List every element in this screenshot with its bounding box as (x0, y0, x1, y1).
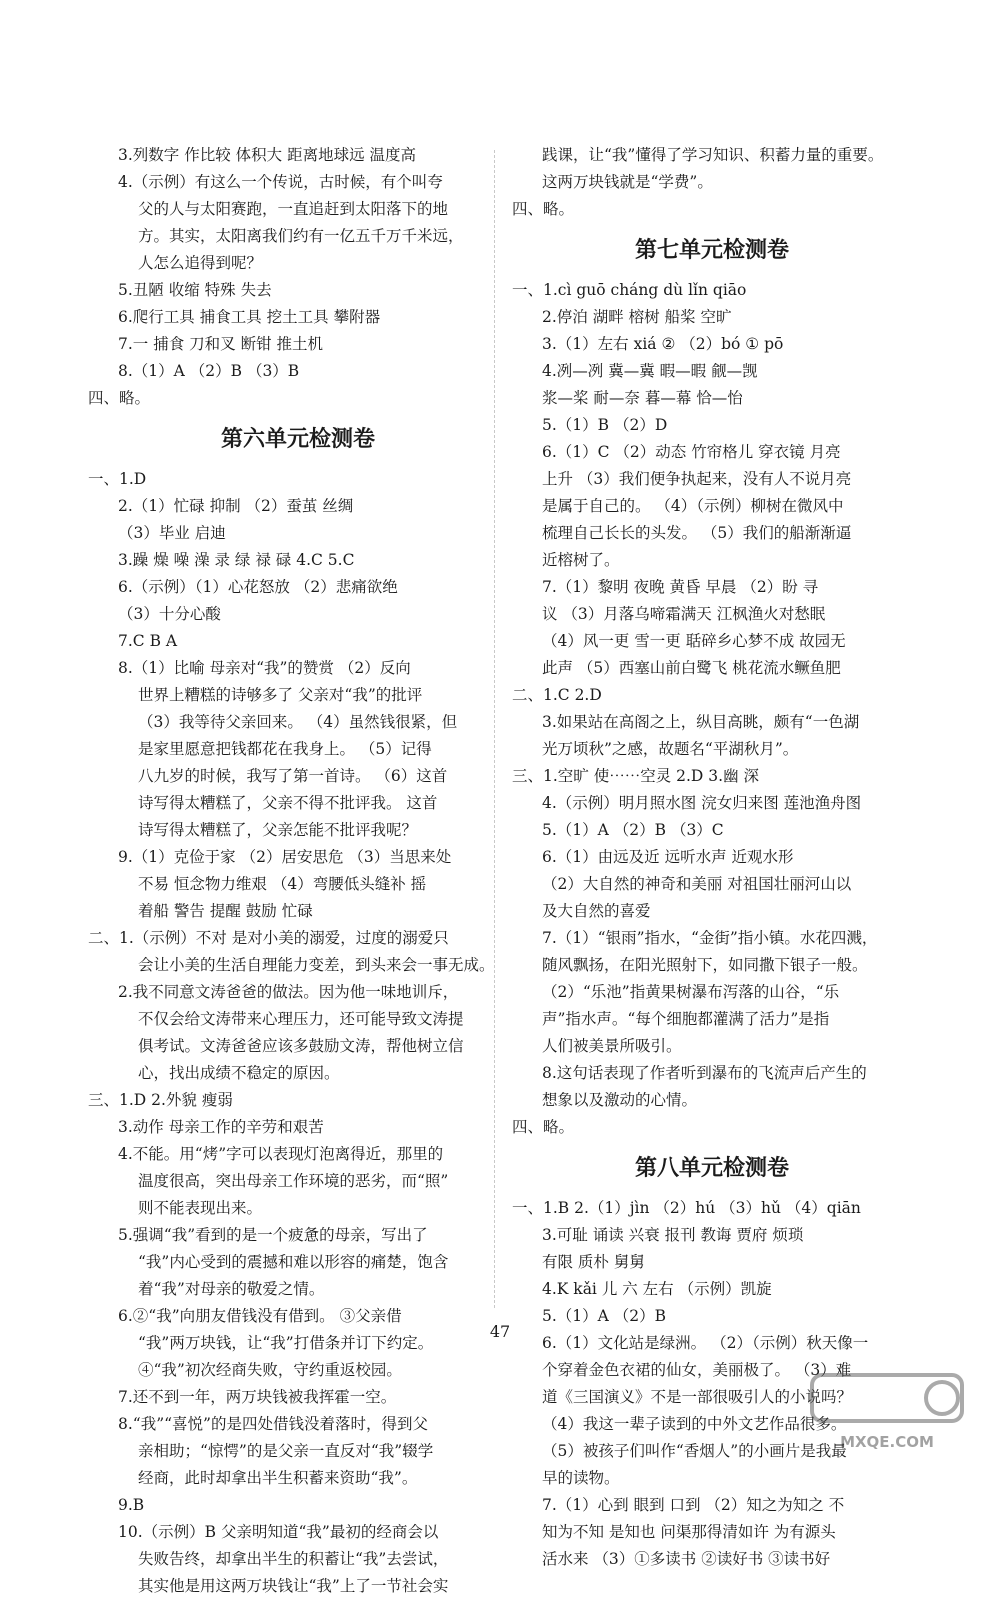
answer-line: 8.“我”“喜悦”的是四处借钱没着落时，得到父 (118, 1415, 428, 1433)
answer-line: 5.丑陋 收缩 特殊 失去 (118, 281, 272, 299)
right-answers-unit6-end (512, 142, 912, 223)
answer-line: （3）我等待父亲回来。 （4）虽然钱很紧，但 (138, 713, 458, 731)
answer-line: 父的人与太阳赛跑，一直追赶到太阳落下的地 (138, 200, 449, 218)
answer-line: 着“我”对母亲的敬爱之情。 (138, 1280, 325, 1298)
answer-line: （4）我这一辈子读到的中外文艺作品很多。 (542, 1415, 847, 1433)
answer-line: 一、1.B 2.（1）jìn （2）hú （3）hǔ （4）qiān (512, 1199, 861, 1217)
answer-line: 随风飘扬，在阳光照射下，如同撒下银子一般。 (542, 956, 868, 974)
answer-line: 8.（1）比喻 母亲对“我”的赞赏 （2）反向 (118, 659, 411, 677)
answer-line: 5.（1）B （2）D (542, 416, 668, 434)
answer-line: 浆—桨 耐—奈 暮—幕 恰—怡 (542, 389, 743, 407)
answer-line: 及大自然的喜爱 (542, 902, 651, 920)
answer-line: 活水来 （3）①多读书 ②读好书 ③读书好 (542, 1550, 831, 1568)
section-title-unit7: 第七单元检测卷 (634, 238, 789, 263)
answer-line: 5.强调“我”看到的是一个疲惫的母亲，写出了 (118, 1226, 428, 1244)
answer-line: （5）被孩子们叫作“香烟人”的小画片是我最 (542, 1442, 847, 1460)
answer-line: 个穿着金色衣裙的仙女，美丽极了。 （3）难 (542, 1361, 852, 1379)
watermark-logo (792, 1367, 982, 1457)
answer-line: 四、略。 (512, 1118, 575, 1136)
answer-line: 上升 （3）我们便争执起来，没有人不说月亮 (542, 470, 852, 488)
answer-line: 3.（1）左右 xiá ② （2）bó ① pō (542, 335, 784, 353)
answer-line: 9.（1）克俭于家 （2）居安思危 （3）当思来处 (118, 848, 452, 866)
answer-line: 7.C B A (118, 632, 178, 650)
answer-line: 俱考试。文涛爸爸应该多鼓励文涛，帮他树立信 (138, 1037, 464, 1055)
answer-line: 道《三国演义》不是一部很吸引人的小说吗？ (542, 1388, 853, 1406)
answer-line: 世界上糟糕的诗够多了 父亲对“我”的批评 (138, 686, 423, 704)
answer-line: 3.躁 燥 噪 澡 录 绿 禄 碌 4.C 5.C (118, 551, 355, 569)
answer-line: 8.这句话表现了作者听到瀑布的飞流声后产生的 (542, 1064, 867, 1082)
answer-line: 7.一 捕食 刀和叉 断钳 推土机 (118, 335, 323, 353)
answer-line: 诗写得太糟糕了，父亲不得不批评我。 这首 (138, 794, 438, 812)
answer-line: “我”内心受到的震撼和难以形容的痛楚，饱含 (138, 1253, 449, 1271)
page-number: 47 (489, 1322, 511, 1341)
answer-line: 7.还不到一年，两万块钱被我挥霍一空。 (118, 1388, 397, 1406)
answer-line: 4.不能。用“烤”字可以表现灯泡离得近，那里的 (118, 1145, 444, 1163)
answer-line: 6.②“我”向朋友借钱没有借到。 ③父亲借 (118, 1307, 402, 1325)
answer-line: 7.（1）心到 眼到 口到 （2）知之为知之 不 (542, 1496, 845, 1514)
section-title-unit6: 第六单元检测卷 (220, 427, 375, 452)
answer-line: 光万顷秋”之感，故题名“平湖秋月”。 (542, 740, 799, 758)
answer-line: 3.动作 母亲工作的辛劳和艰苦 (118, 1118, 324, 1136)
watermark-text: MXQE.COM (840, 1433, 934, 1451)
answer-line: 二、1.C 2.D (512, 686, 602, 704)
answer-line: 践课，让“我”懂得了学习知识、积蓄力量的重要。 (542, 146, 884, 164)
answer-line: 2.停泊 湖畔 榕树 船桨 空旷 (542, 308, 732, 326)
answer-line: 亲相助；“惊愕”的是父亲一直反对“我”辍学 (138, 1442, 434, 1460)
answer-line: 温度很高，突出母亲工作环境的恶劣，而“照” (138, 1172, 449, 1190)
answer-line: 八九岁的时候，我写了第一首诗。 （6）这首 (138, 767, 448, 785)
answer-line: 6.爬行工具 捕食工具 挖土工具 攀附器 (118, 308, 381, 326)
answer-line: （3）十分心酸 (118, 605, 221, 623)
answer-line: 6.（示例）（1）心花怒放 （2）悲痛欲绝 (118, 578, 398, 596)
answer-line: （2）“乐池”指黄果树瀑布泻落的山谷，“乐 (542, 983, 840, 1001)
answer-line: 2.（1）忙碌 抑制 （2）蚕茧 丝绸 (118, 497, 354, 515)
answer-line: （4）风一更 雪一更 聒碎乡心梦不成 故园无 (542, 632, 846, 650)
answer-line: 不易 恒念物力维艰 （4）弯腰低头缝补 摇 (138, 875, 427, 893)
answer-line: 一、1.D (88, 470, 147, 488)
answer-line: 6.（1）C （2）动态 竹帘格儿 穿衣镜 月亮 (542, 443, 841, 461)
answer-line: 3.列数字 作比较 体积大 距离地球远 温度高 (118, 146, 416, 164)
answer-line: 心，找出成绩不稳定的原因。 (138, 1064, 340, 1082)
answer-line: 不仅会给文涛带来心理压力，还可能导致文涛提 (138, 1010, 464, 1028)
answer-line: 3.如果站在高阁之上，纵目高眺，颇有“一色湖 (542, 713, 860, 731)
answer-line: 此声 （5）西塞山前白鹭飞 桃花流水鳜鱼肥 (542, 659, 841, 677)
answer-line: 10.（示例）B 父亲明知道“我”最初的经商会以 (118, 1523, 439, 1541)
answer-line: 三、1.空旷 使⋯⋯空灵 2.D 3.幽 深 (512, 767, 760, 785)
answer-line: 4.（示例）明月照水图 浣女归来图 莲池渔舟图 (542, 794, 862, 812)
answer-line: 梳理自己长长的头发。 （5）我们的船渐渐逼 (542, 524, 852, 542)
answer-line: 5.（1）A （2）B （3）C (542, 821, 724, 839)
answer-line: 9.B (118, 1496, 145, 1514)
answer-line: 知为不知 是知也 问渠那得清如许 为有源头 (542, 1523, 836, 1541)
answer-line: 四、略。 (88, 389, 151, 407)
answer-line: （2）大自然的神奇和美丽 对祖国壮丽河山以 (542, 875, 852, 893)
answer-line: 4.（示例）有这么一个传说，古时候，有个叫夸 (118, 173, 443, 191)
answer-line: 早的读物。 (542, 1469, 620, 1487)
answer-line: 想象以及激动的心情。 (542, 1091, 698, 1109)
answer-line: 人怎么追得到呢？ (138, 254, 263, 272)
answer-line: 4.冽—冽 冀—冀 暇—暇 觎—觊 (542, 362, 758, 380)
answer-line: 会让小美的生活自理能力变差，到头来会一事无成。 (138, 956, 495, 974)
answer-line: 着船 警告 提醒 鼓励 忙碌 (138, 902, 313, 920)
answer-line: 6.（1）由远及近 远听水声 近观水形 (542, 848, 794, 866)
answer-line: ④“我”初次经商失败，守约重返校园。 (138, 1361, 402, 1379)
answer-line: 8.（1）A （2）B （3）B (118, 362, 300, 380)
answer-line: 诗写得太糟糕了，父亲怎能不批评我呢？ (138, 821, 418, 839)
answer-line: 议 （3）月落乌啼霜满天 江枫渔火对愁眠 (542, 605, 826, 623)
answer-line: “我”两万块钱，让“我”打借条并订下约定。 (138, 1334, 434, 1352)
answer-line: 一、1.cì guō cháng dù lǐn qiāo (512, 281, 747, 299)
left-answers-unit5 (88, 142, 508, 412)
answer-line: 有限 质朴 舅舅 (542, 1253, 645, 1271)
left-answers-unit6 (88, 466, 508, 1600)
answer-line: 7.（1）“银雨”指水，“金街”指小镇。水花四溅， (542, 929, 878, 947)
answer-line: 方。其实，太阳离我们约有一亿五千万千米远， (138, 227, 464, 245)
section-title-unit8: 第八单元检测卷 (634, 1156, 789, 1181)
answer-line: 其实他是用这两万块钱让“我”上了一节社会实 (138, 1577, 449, 1595)
answer-line: 是家里愿意把钱都花在我身上。 （5）记得 (138, 740, 432, 758)
right-column (512, 142, 912, 1573)
answer-line: 四、略。 (512, 200, 575, 218)
answer-line: 近榕树了。 (542, 551, 620, 569)
left-column (88, 142, 508, 1600)
answer-line: 经商，此时却拿出半生积蓄来资助“我”。 (138, 1469, 418, 1487)
right-answers-unit7 (512, 277, 912, 1141)
answer-line: 二、1.（示例）不对 是对小美的溺爱，过度的溺爱只 (88, 929, 449, 947)
answer-line: 3.可耻 诵读 兴衰 报刊 教诲 贾府 烦琐 (542, 1226, 804, 1244)
answer-line: 这两万块钱就是“学费”。 (542, 173, 713, 191)
answer-line: 6.（1）文化站是绿洲。 （2）（示例）秋天像一 (542, 1334, 869, 1352)
answer-line: 5.（1）A （2）B (542, 1307, 667, 1325)
answer-line: 则不能表现出来。 (138, 1199, 263, 1217)
answer-line: 失败告终，却拿出半生的积蓄让“我”去尝试， (138, 1550, 449, 1568)
answer-line: 人们被美景所吸引。 (542, 1037, 682, 1055)
answer-line: 声”指水声。“每个细胞都灌满了活力”是指 (542, 1010, 830, 1028)
answer-line: 是属于自己的。 （4）（示例）柳树在微风中 (542, 497, 844, 515)
answer-line: 2.我不同意文涛爸爸的做法。因为他一味地训斥， (118, 983, 459, 1001)
answer-line: 7.（1）黎明 夜晚 黄昏 早晨 （2）盼 寻 (542, 578, 819, 596)
answer-line: （3）毕业 启迪 (118, 524, 226, 542)
answer-line: 4.K kǎi 儿 六 左右 （示例）凯旋 (542, 1280, 772, 1298)
answer-line: 三、1.D 2.外貌 瘦弱 (88, 1091, 233, 1109)
